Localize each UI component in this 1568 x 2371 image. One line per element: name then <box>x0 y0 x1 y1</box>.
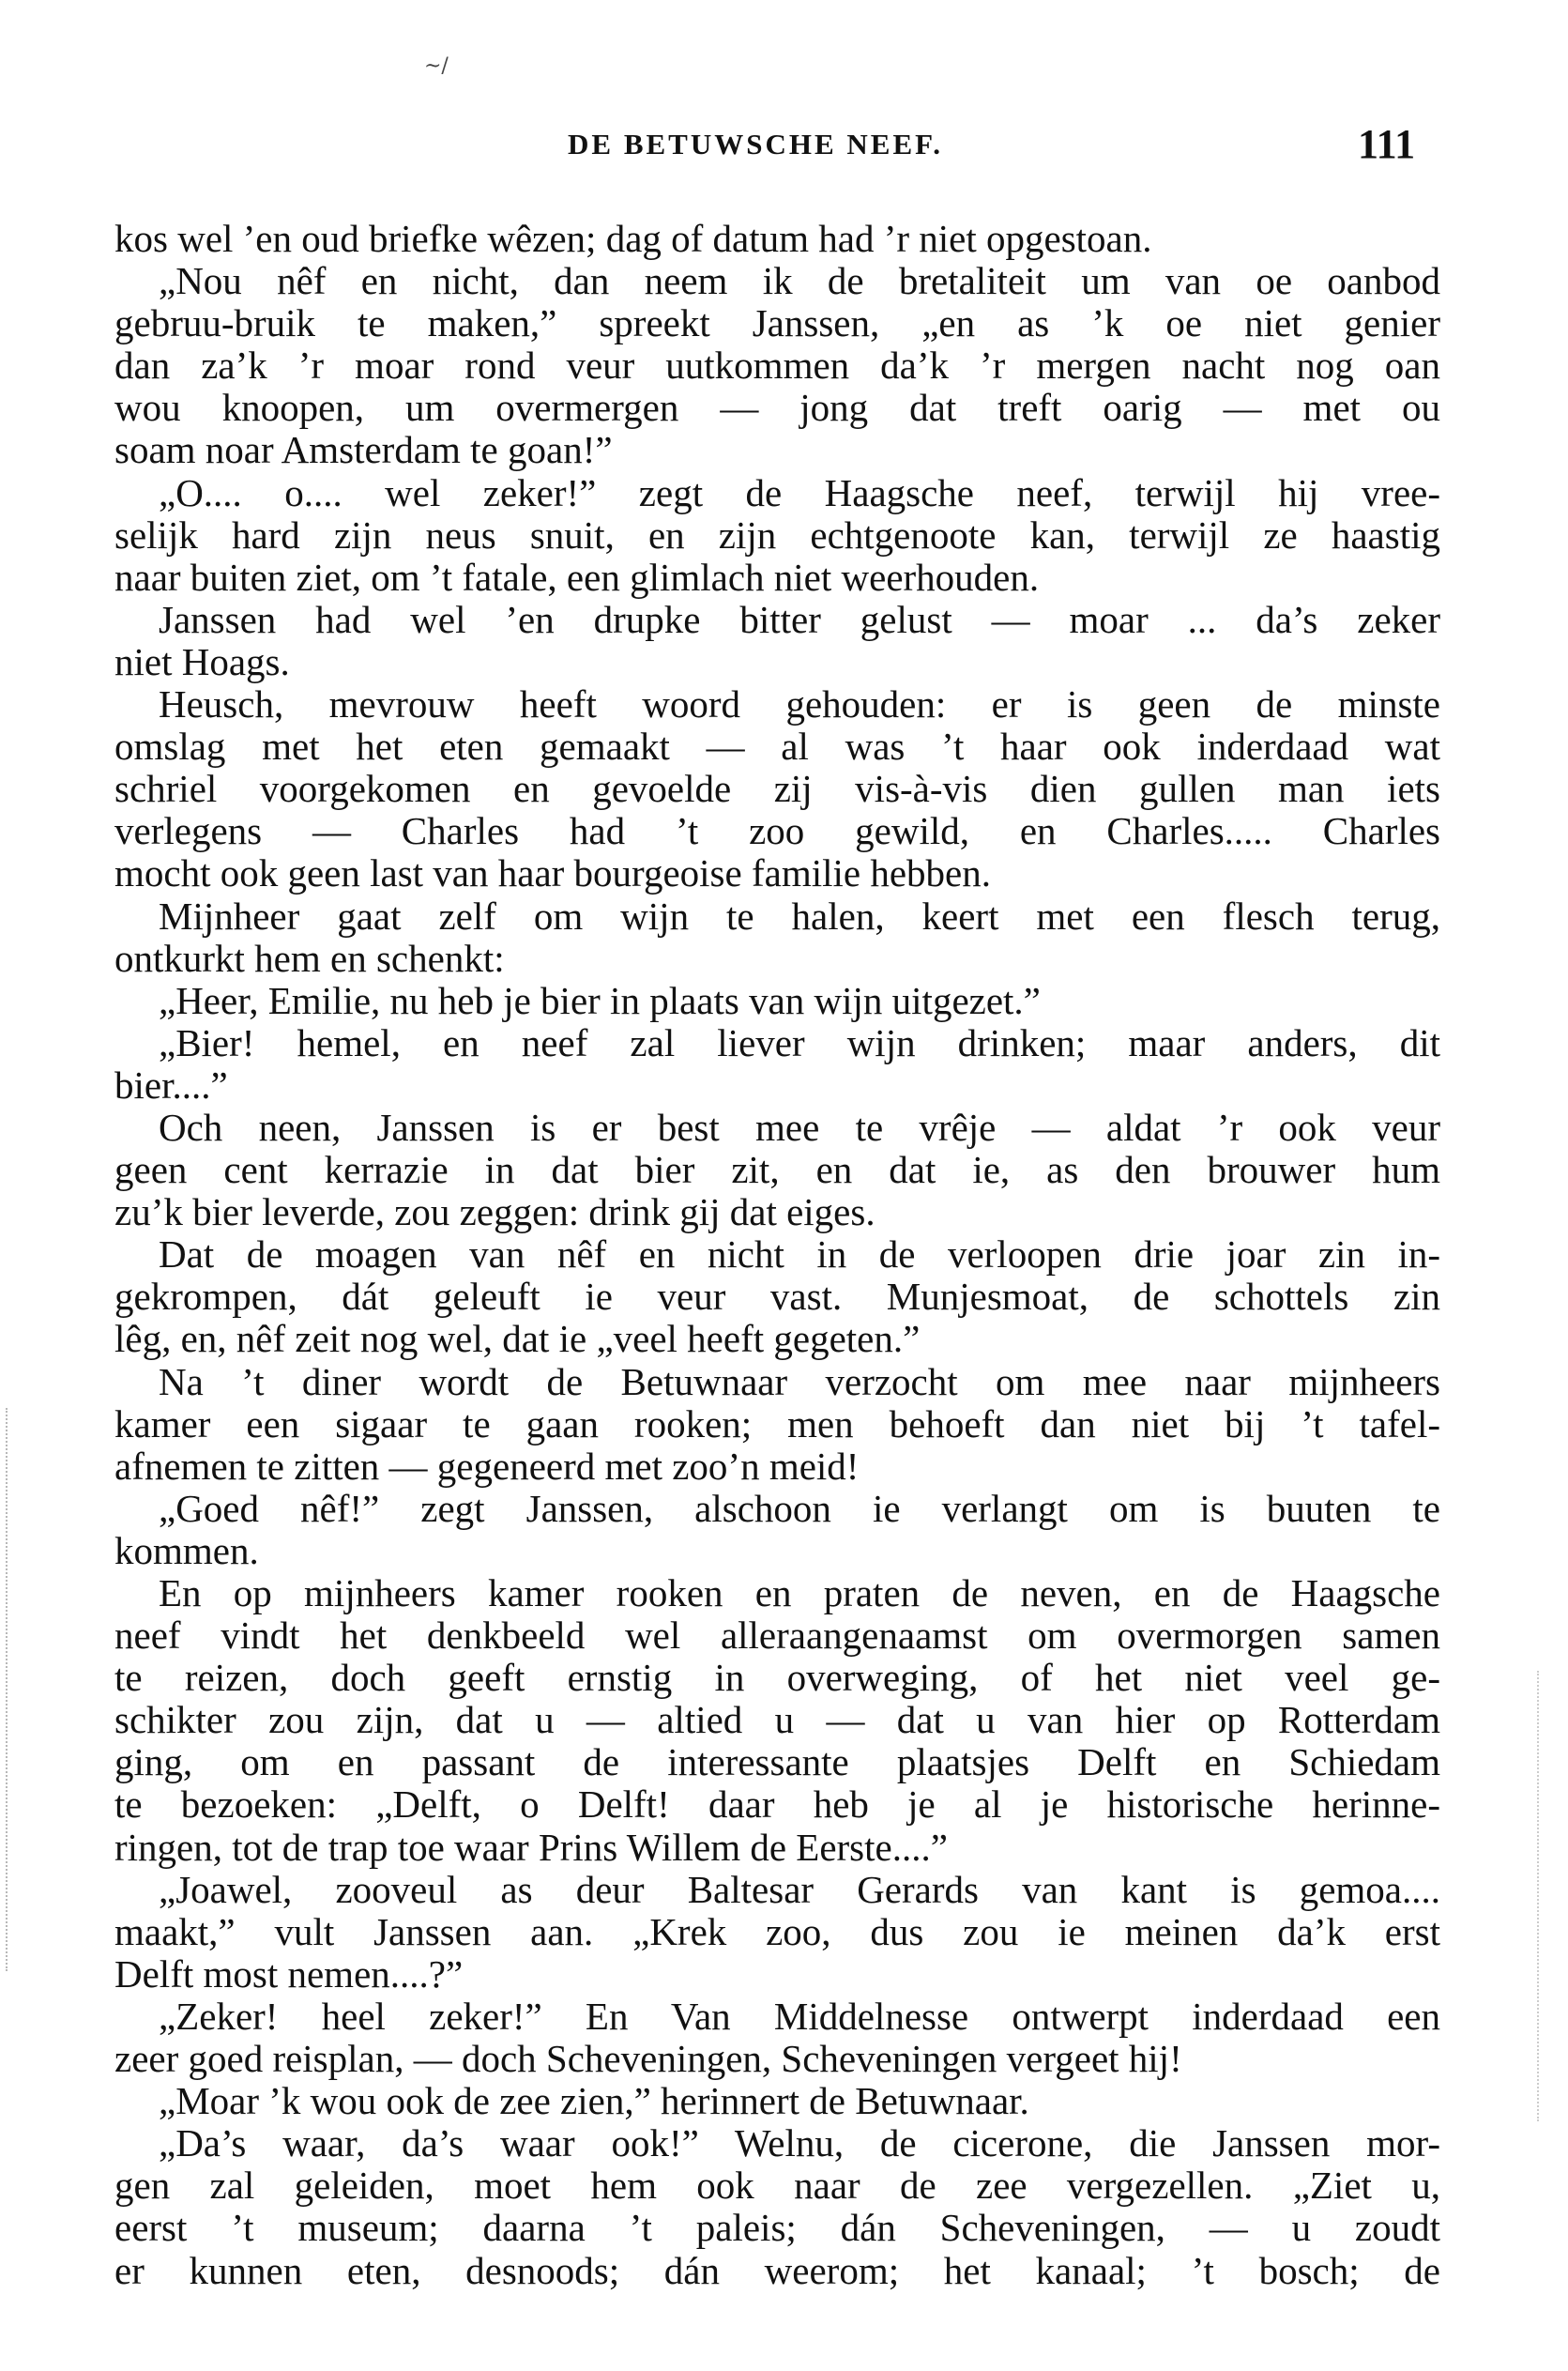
text-line: „Zeker! heel zeker!” En Van Middelnesse ontwerpt inderdaad een <box>159 1994 1440 2038</box>
text-line: kommen. <box>114 1528 259 1572</box>
text-line: naar buiten ziet, om ’t fatale, een glimlach niet weerhouden. <box>114 555 1040 599</box>
text-line: lêg, en, nêf zeit nog wel, dat ie „veel heeft gegeten.” <box>114 1317 921 1361</box>
text-line: kamer een sigaar te gaan rooken; men behoeft dan niet bij ’t tafel- <box>114 1401 1440 1446</box>
text-line: schriel voorgekomen en gevoelde zij vis-à-vis dien gullen man iets <box>114 767 1440 811</box>
text-line: wou knoopen, um overmergen — jong dat treft oarig — met ou <box>114 386 1440 430</box>
text-line: ringen, tot de trap toe waar Prins Willem de Eerste....” <box>114 1825 948 1869</box>
body-text <box>114 218 1440 2292</box>
text-line: „Nou nêf en nicht, dan neem ik de bretaliteit um van oe oanbod <box>159 259 1440 303</box>
text-line: soam noar Amsterdam te goan!” <box>114 428 613 472</box>
text-line: Delft most nemen....?” <box>114 1951 464 1996</box>
text-line: zeer goed reisplan, — doch Scheveningen, Scheveningen vergeet hij! <box>114 2037 1182 2081</box>
stray-pencil-mark: ~/ <box>424 54 449 78</box>
text-line: te reizen, doch geeft ernstig in overweging, of het niet veel ge- <box>114 1656 1440 1700</box>
text-line: ontkurkt hem en schenkt: <box>114 936 505 980</box>
text-line: verlegens — Charles had ’t zoo gewild, en Charles..... Charles <box>114 809 1440 853</box>
margin-speckles-right <box>1537 1671 1542 2121</box>
text-line: Heusch, mevrouw heeft woord gehouden: er is geen de minste <box>159 682 1440 727</box>
text-line: Och neen, Janssen is er best mee te vrêje — aldat ’r ook veur <box>159 1105 1440 1149</box>
text-line: „Joawel, zooveul as deur Baltesar Gerards van kant is gemoa.... <box>159 1867 1440 1911</box>
text-line: omslag met het eten gemaakt — al was ’t haar ook inderdaad wat <box>114 725 1440 769</box>
text-line: „O.... o.... wel zeker!” zegt de Haagsche neef, terwijl hij vree- <box>159 470 1440 514</box>
text-line: „Da’s waar, da’s waar ook!” Welnu, de cicerone, die Janssen mor- <box>159 2121 1440 2165</box>
text-line: „Moar ’k wou ook de zee zien,” herinnert de Betuwnaar. <box>159 2079 1029 2123</box>
text-line: geen cent kerrazie in dat bier zit, en dat ie, as den brouwer hum <box>114 1148 1440 1192</box>
text-line: Mijnheer gaat zelf om wijn te halen, keert met een flesch terug, <box>159 894 1440 938</box>
running-head <box>0 120 1568 167</box>
text-line: eerst ’t museum; daarna ’t paleis; dán Scheveningen, — u zoudt <box>114 2206 1440 2250</box>
text-line: ging, om en passant de interessante plaatsjes Delft en Schiedam <box>114 1740 1440 1784</box>
text-line: gekrompen, dát geleuft ie veur vast. Munjesmoat, de schottels zin <box>114 1275 1440 1319</box>
text-line: niet Hoags. <box>114 639 290 683</box>
text-line: gebruu-bruik te maken,” spreekt Janssen, „en as ’k oe niet genier <box>114 301 1440 345</box>
text-line: Janssen had wel ’en drupke bitter gelust — moar ... da’s zeker <box>159 597 1440 641</box>
text-line: maakt,” vult Janssen aan. „Krek zoo, dus zou ie meinen da’k erst <box>114 1909 1440 1953</box>
text-line: selijk hard zijn neus snuit, en zijn echtgenoote kan, terwijl ze haastig <box>114 512 1440 557</box>
text-line: afnemen te zitten — gegeneerd met zoo’n meid! <box>114 1444 860 1488</box>
text-line: Dat de moagen van nêf en nicht in de verloopen drie joar zin in- <box>159 1232 1440 1277</box>
text-line: „Bier! hemel, en neef zal liever wijn drinken; maar anders, dit <box>159 1020 1440 1064</box>
text-line: bier....” <box>114 1063 228 1107</box>
text-line: Na ’t diner wordt de Betuwnaar verzocht om mee naar mijnheers <box>159 1359 1440 1403</box>
page-number: 111 <box>1358 121 1416 167</box>
text-line: neef vindt het denkbeeld wel alleraangenaamst om overmorgen samen <box>114 1614 1440 1658</box>
running-title: DE BETUWSCHE NEEF. <box>568 128 943 161</box>
text-line: kos wel ’en oud briefke wêzen; dag of datum had ’r niet opgestoan. <box>114 217 1152 260</box>
text-line: dan za’k ’r moar rond veur uutkommen da’k ’r mergen nacht nog oan <box>114 344 1440 388</box>
text-line: „Goed nêf!” zegt Janssen, alschoon ie verlangt om is buuten te <box>159 1486 1440 1530</box>
text-line: „Heer, Emilie, nu heb je bier in plaats van wijn uitgezet.” <box>159 978 1041 1022</box>
text-line: zu’k bier leverde, zou zeggen: drink gij dat eiges. <box>114 1190 875 1234</box>
text-line: schikter zou zijn, dat u — altied u — dat u van hier op Rotterdam <box>114 1698 1440 1742</box>
text-line: te bezoeken: „Delft, o Delft! daar heb je al je historische herinne- <box>114 1782 1440 1827</box>
text-line: En op mijnheers kamer rooken en praten de neven, en de Haagsche <box>159 1571 1440 1614</box>
text-line: gen zal geleiden, moet hem ook naar de zee vergezellen. „Ziet u, <box>114 2164 1440 2208</box>
margin-speckles <box>6 1408 10 1971</box>
text-line: er kunnen eten, desnoods; dán weerom; het kanaal; ’t bosch; de <box>114 2248 1440 2292</box>
text-line: mocht ook geen last van haar bourgeoise familie hebben. <box>114 851 991 895</box>
